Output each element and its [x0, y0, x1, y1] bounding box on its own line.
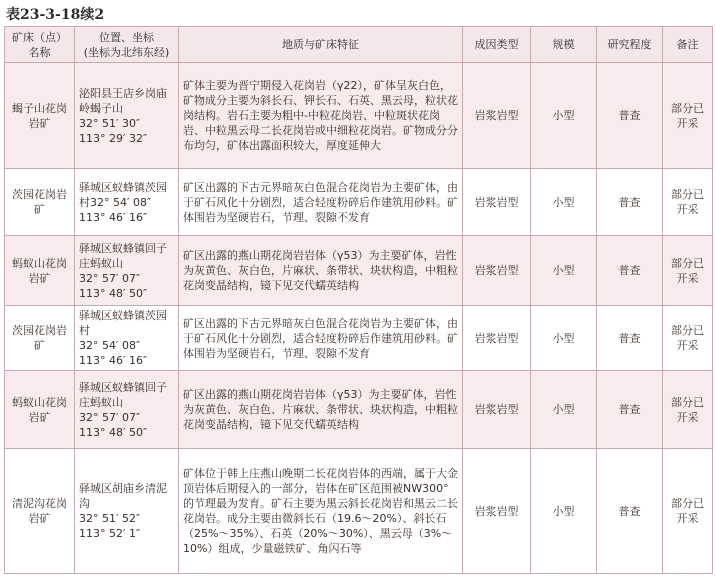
table-row	[5, 169, 713, 236]
cell-geology: 矿区出露的下古元界暗灰白色混合花岗岩为主要矿体，由于矿石风化十分剧烈，适合轻度粉碎后作建筑用砂料。矿体围岩为坚硬岩石，节理、裂隙不发育	[179, 306, 463, 371]
cell-scale: 小型	[531, 236, 597, 306]
cell-scale: 小型	[531, 306, 597, 371]
cell-scale: 小型	[531, 169, 597, 236]
table-title: 表23-3-18续2	[6, 7, 105, 23]
cell-scale: 小型	[531, 449, 597, 574]
cell-research: 普查	[597, 169, 663, 236]
cell-name: 清泥沟花岗 岩矿	[5, 449, 75, 574]
cell-name: 茨园花岗岩 矿	[5, 169, 75, 236]
header-note: 备注	[663, 27, 713, 63]
cell-research: 普查	[597, 236, 663, 306]
table-row	[5, 371, 713, 449]
cell-geology: 矿体位于韩上庄燕山晚期二长花岗岩体的西端，属于大金顶岩体后期侵入的一部分，岩体在矿区范围被NW300°的节理最为发育。矿石主要为黑云斜长花岗岩和黑云二长花岗岩。成分主要由微斜长石（19.6～20%）、斜长石（25%～35%）、石英（20%～30%）、黑云母（3%～10%）组成，少量磁铁矿、角闪石等	[179, 449, 463, 574]
table-row	[5, 63, 713, 169]
cell-location: 驿城区蚁蜂镇回子 庄蚂蚁山 32° 57′ 07″ 113° 48′ 50″	[75, 371, 179, 449]
cell-genesis: 岩浆岩型	[463, 306, 531, 371]
header-location: 位置、坐标 (坐标为北纬东经)	[75, 27, 179, 63]
cell-location: 泌阳县王店乡岗庙 岭蝎子山 32° 51′ 30″ 113° 29′ 32″	[75, 63, 179, 169]
cell-note: 部分已 开采	[663, 306, 713, 371]
cell-research: 普查	[597, 371, 663, 449]
header-name: 矿床（点） 名称	[5, 27, 75, 63]
cell-research: 普查	[597, 63, 663, 169]
cell-scale: 小型	[531, 63, 597, 169]
cell-genesis: 岩浆岩型	[463, 169, 531, 236]
cell-note: 部分已 开采	[663, 169, 713, 236]
cell-genesis: 岩浆岩型	[463, 63, 531, 169]
cell-genesis: 岩浆岩型	[463, 371, 531, 449]
cell-note: 部分已 开采	[663, 449, 713, 574]
cell-geology: 矿体主要为晋宁期侵入花岗岩（γ22），矿体呈灰白色，矿物成分主要为斜长石、钾长石、石英、黑云母，粒状花岗结构。岩石主要为粗中-中粒花岗岩、中粒斑状花岗岩、中粒黑云母二长花岗岩或中细粒花岗岩。矿物成分分布均匀，矿体出露面积较大，厚度延伸大	[179, 63, 463, 169]
header-genesis: 成因类型	[463, 27, 531, 63]
header-row	[5, 27, 713, 63]
cell-geology: 矿区出露的燕山期花岗岩岩体（γ53）为主要矿体，岩性为灰黄色、灰白色，片麻状、条带状、块状构造，中粗粒花岗变晶结构，镜下见交代蠕英结构	[179, 236, 463, 306]
cell-location: 驿城区蚁蜂镇茨园 村32° 54′ 08″ 113° 46′ 16″	[75, 169, 179, 236]
cell-location: 驿城区胡庙乡清泥 沟 32° 51′ 52″ 113° 52′ 1″	[75, 449, 179, 574]
header-scale: 规模	[531, 27, 597, 63]
cell-genesis: 岩浆岩型	[463, 449, 531, 574]
cell-research: 普查	[597, 449, 663, 574]
header-geology: 地质与矿床特征	[179, 27, 463, 63]
cell-note: 部分已 开采	[663, 63, 713, 169]
cell-geology: 矿区出露的下古元界暗灰白色混合花岗岩为主要矿体，由于矿石风化十分剧烈，适合轻度粉碎后作建筑用砂料。矿体围岩为坚硬岩石，节理、裂隙不发育	[179, 169, 463, 236]
header-research: 研究程度	[597, 27, 663, 63]
cell-research: 普查	[597, 306, 663, 371]
cell-genesis: 岩浆岩型	[463, 236, 531, 306]
cell-location: 驿城区蚁蜂镇茨园 村 32° 54′ 08″ 113° 46′ 16″	[75, 306, 179, 371]
table-row	[5, 449, 713, 574]
cell-name: 蝎子山花岗 岩矿	[5, 63, 75, 169]
cell-name: 蚂蚁山花岗 岩矿	[5, 236, 75, 306]
deposit-table	[4, 26, 713, 574]
cell-scale: 小型	[531, 371, 597, 449]
cell-geology: 矿区出露的燕山期花岗岩岩体（γ53）为主要矿体，岩性为灰黄色、灰白色、片麻状、条带状、块状构造，中粗粒花岗变晶结构，镜下见交代蠕英结构	[179, 371, 463, 449]
cell-name: 蚂蚁山花岗 岩矿	[5, 371, 75, 449]
table-row	[5, 236, 713, 306]
cell-note: 部分已 开采	[663, 371, 713, 449]
cell-location: 驿城区蚁蜂镇回子 庄蚂蚁山 32° 57′ 07″ 113° 48′ 50″	[75, 236, 179, 306]
cell-name: 茨园花岗岩 矿	[5, 306, 75, 371]
cell-note: 部分已 开采	[663, 236, 713, 306]
table-row	[5, 306, 713, 371]
